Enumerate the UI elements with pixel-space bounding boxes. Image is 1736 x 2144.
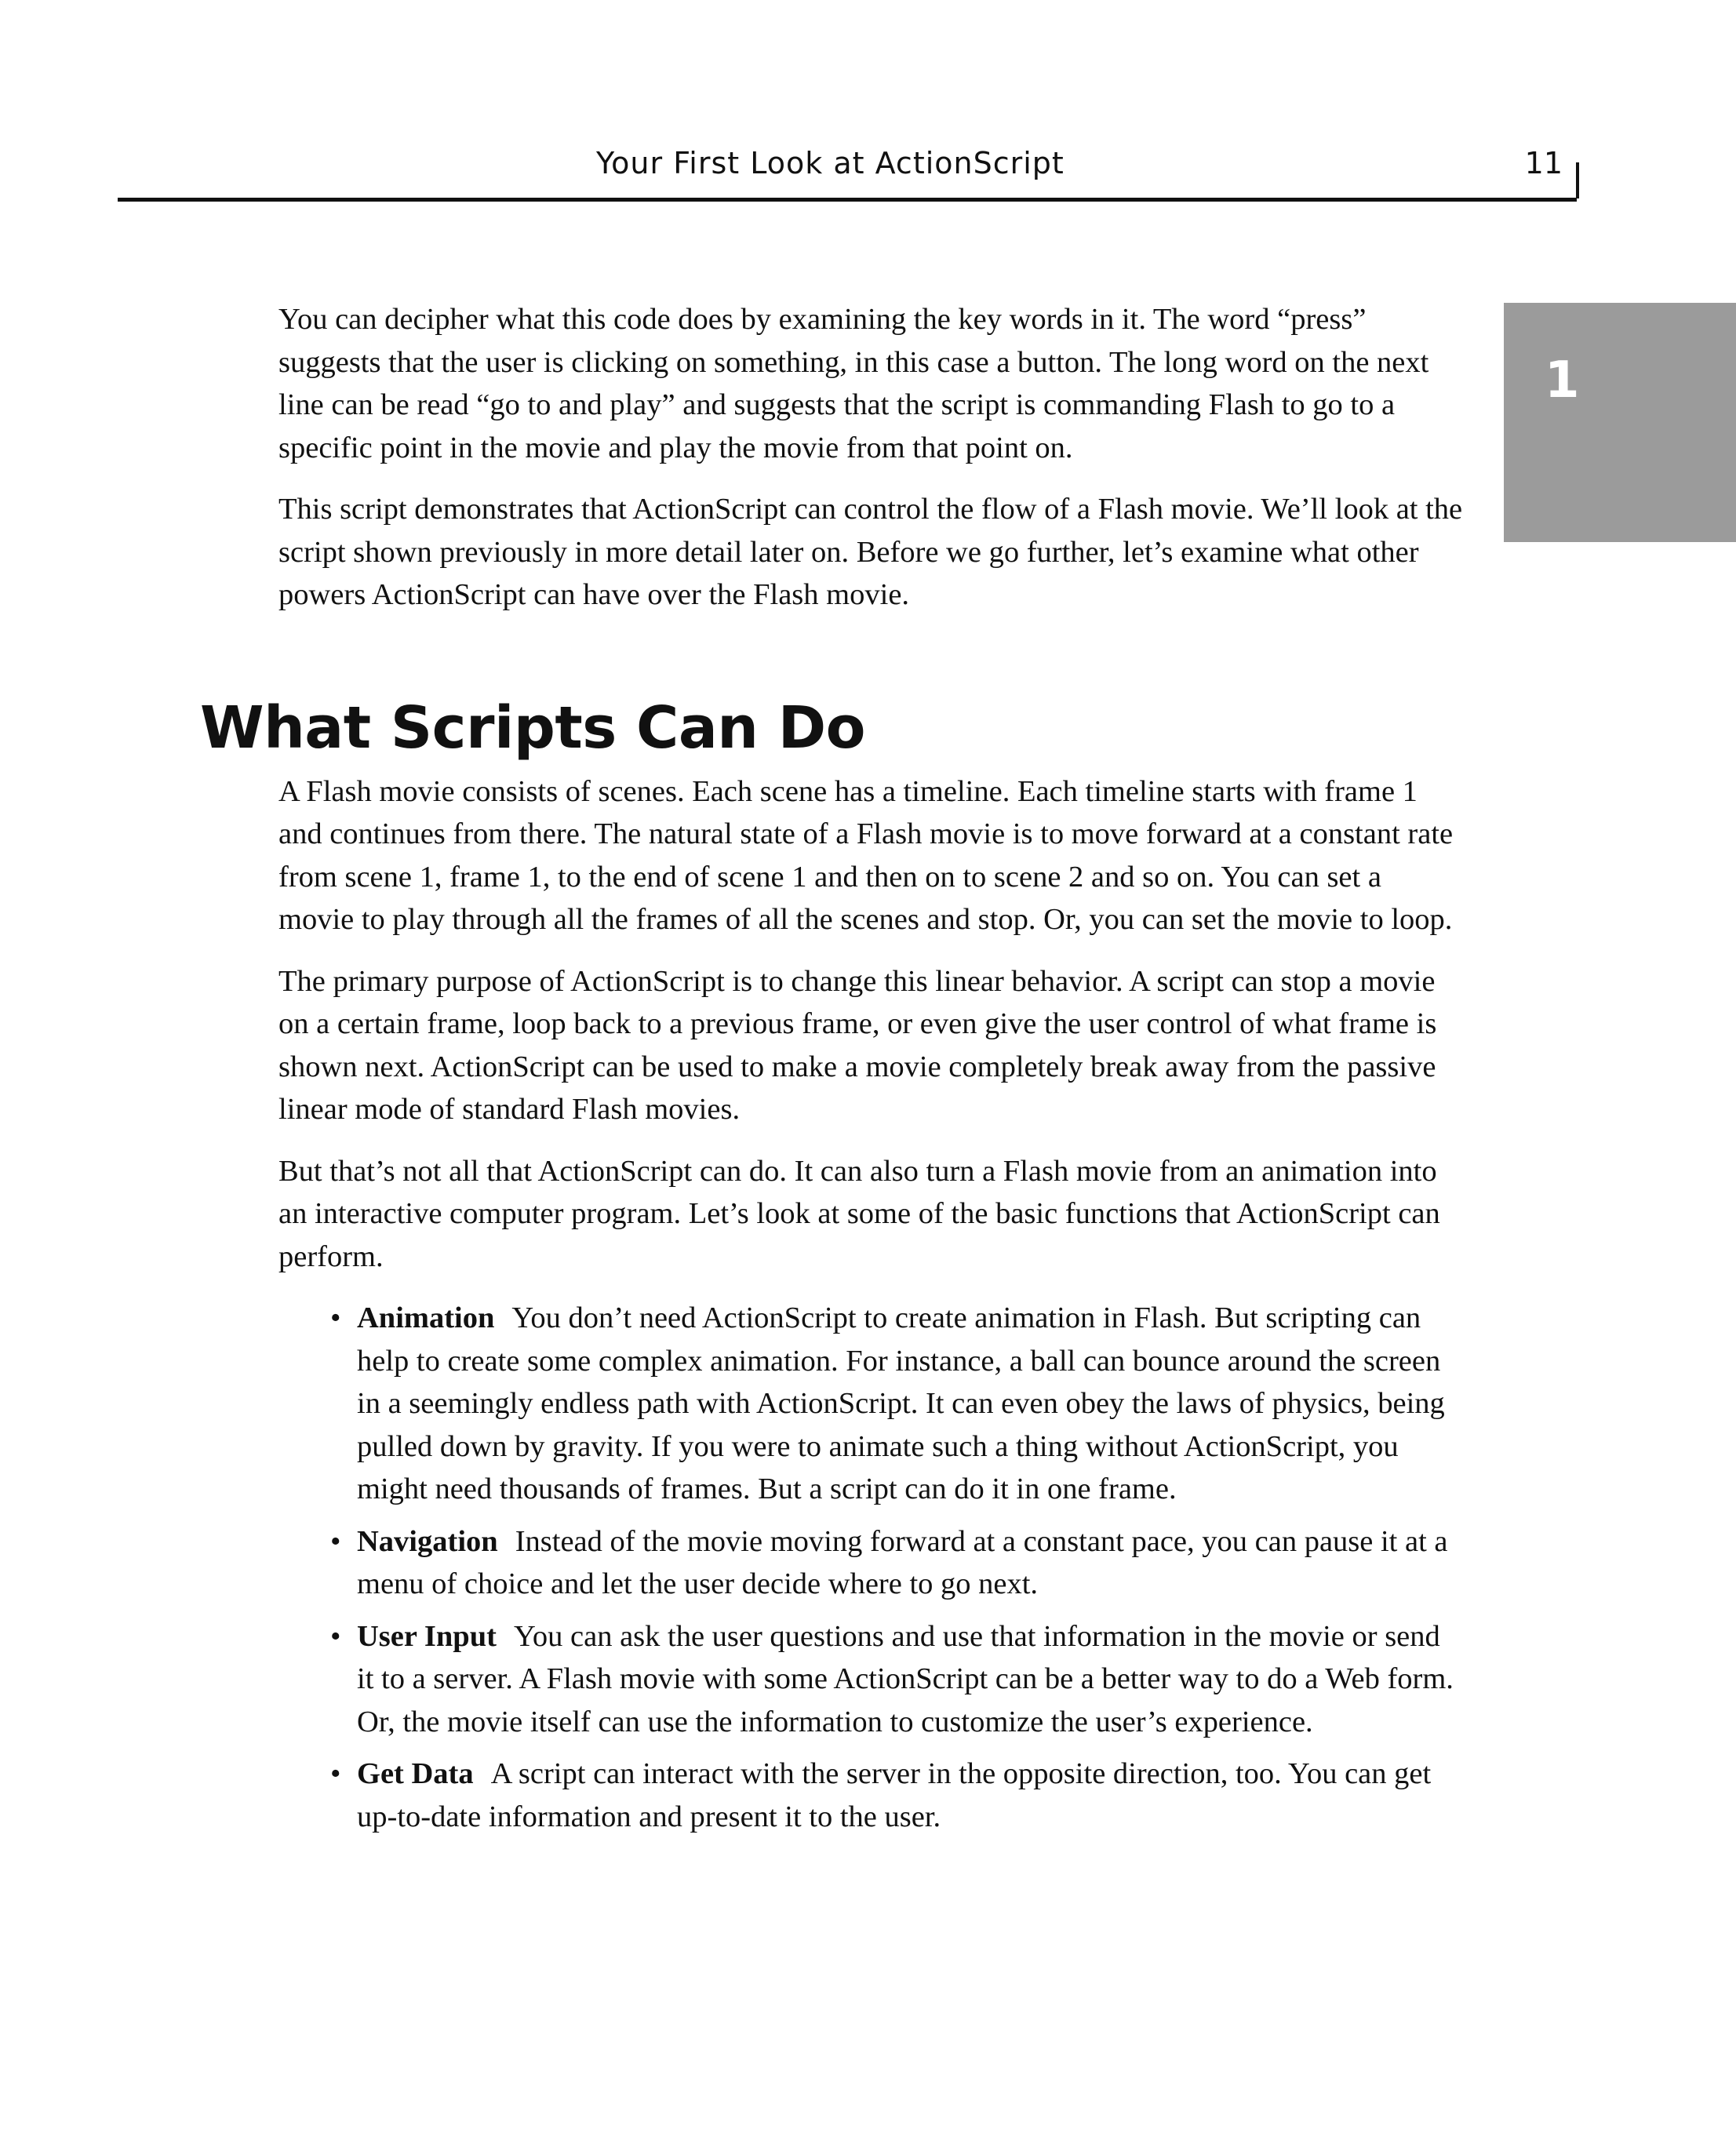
bullet-icon: •	[330, 1301, 341, 1334]
running-header	[118, 143, 1577, 202]
bullet-term: User Input	[357, 1619, 497, 1653]
intro-paragraph-2: This script demonstrates that ActionScript can control the flow of a Flash movie. We’ll look at the script shown previously in more detail later on. Before we go further, let’s examine what other powers ActionScript can have over the Flash movie.	[278, 493, 1463, 611]
bullet-term: Animation	[357, 1301, 495, 1334]
bullet-text: You don’t need ActionScript to create animation in Flash. But scripting can help to create some complex animation. For instance, a ball can bounce around the screen in a seemingly endless path with ActionScript. It can even obey the laws of physics, being pulled down by gravity. If you were to animate such a thing without ActionScript, you might need thousands of frames. But a script can do it in one frame.	[357, 1301, 1445, 1505]
bullet-text: You can ask the user questions and use that information in the movie or send it to a server. A Flash movie with some ActionScript can be a better way to do a Web form. Or, the movie itself can use the information to customize the user’s experience.	[357, 1619, 1454, 1738]
list-item-get-data	[330, 1753, 1463, 1838]
running-title: Your First Look at ActionScript	[596, 146, 1065, 180]
section-paragraph-2: The primary purpose of ActionScript is to change this linear behavior. A script can stop a movie on a certain frame, loop back to a previous frame, or even give the user control of what frame is shown next. ActionScript can be used to make a movie completely break away from the passive linear mode of standard Flash movies.	[278, 964, 1437, 1126]
section-paragraph-1: A Flash movie consists of scenes. Each scene has a timeline. Each timeline starts with frame 1 and continues from there. The natural state of a Flash movie is to move forward at a constant rate from scene 1, frame 1, to the end of scene 1 and then on to scene 2 and so on. You can set a movie to play through all the frames of all the scenes and stop. Or, you can set the movie to loop.	[278, 774, 1454, 936]
list-item-user-input	[330, 1615, 1463, 1744]
list-item-navigation	[330, 1520, 1463, 1606]
intro-paragraph-1: You can decipher what this code does by examining the key words in it. The word “press” suggests that the user is clicking on something, in this case a button. The long word on the next line can be read “go to and play” and suggests that the script is commanding Flash to go to a specific point in the movie and play the movie from that point on.	[278, 303, 1429, 464]
list-item-animation	[330, 1297, 1463, 1511]
bullet-term: Navigation	[357, 1524, 498, 1558]
page-body	[200, 298, 1463, 1847]
function-list	[278, 1297, 1463, 1838]
section-paragraph-3: But that’s not all that ActionScript can do. It can also turn a Flash movie from an animation into an interactive computer program. Let’s look at some of the basic functions that ActionScript can perform.	[278, 1154, 1440, 1273]
chapter-tab	[1504, 303, 1736, 542]
section-title: What Scripts Can Do	[200, 693, 866, 762]
bullet-icon: •	[330, 1524, 341, 1558]
bullet-text: Instead of the movie moving forward at a constant pace, you can pause it at a menu of choice and let the user decide where to go next.	[357, 1524, 1448, 1600]
bullet-text: A script can interact with the server in the opposite direction, too. You can get up-to-date information and present it to the user.	[357, 1757, 1432, 1833]
header-rule-tick	[1576, 162, 1579, 198]
bullet-icon: •	[330, 1757, 341, 1790]
bullet-term: Get Data	[357, 1757, 474, 1790]
bullet-icon: •	[330, 1619, 341, 1653]
page-number: 11	[1524, 146, 1563, 180]
chapter-tab-number: 1	[1545, 351, 1580, 410]
